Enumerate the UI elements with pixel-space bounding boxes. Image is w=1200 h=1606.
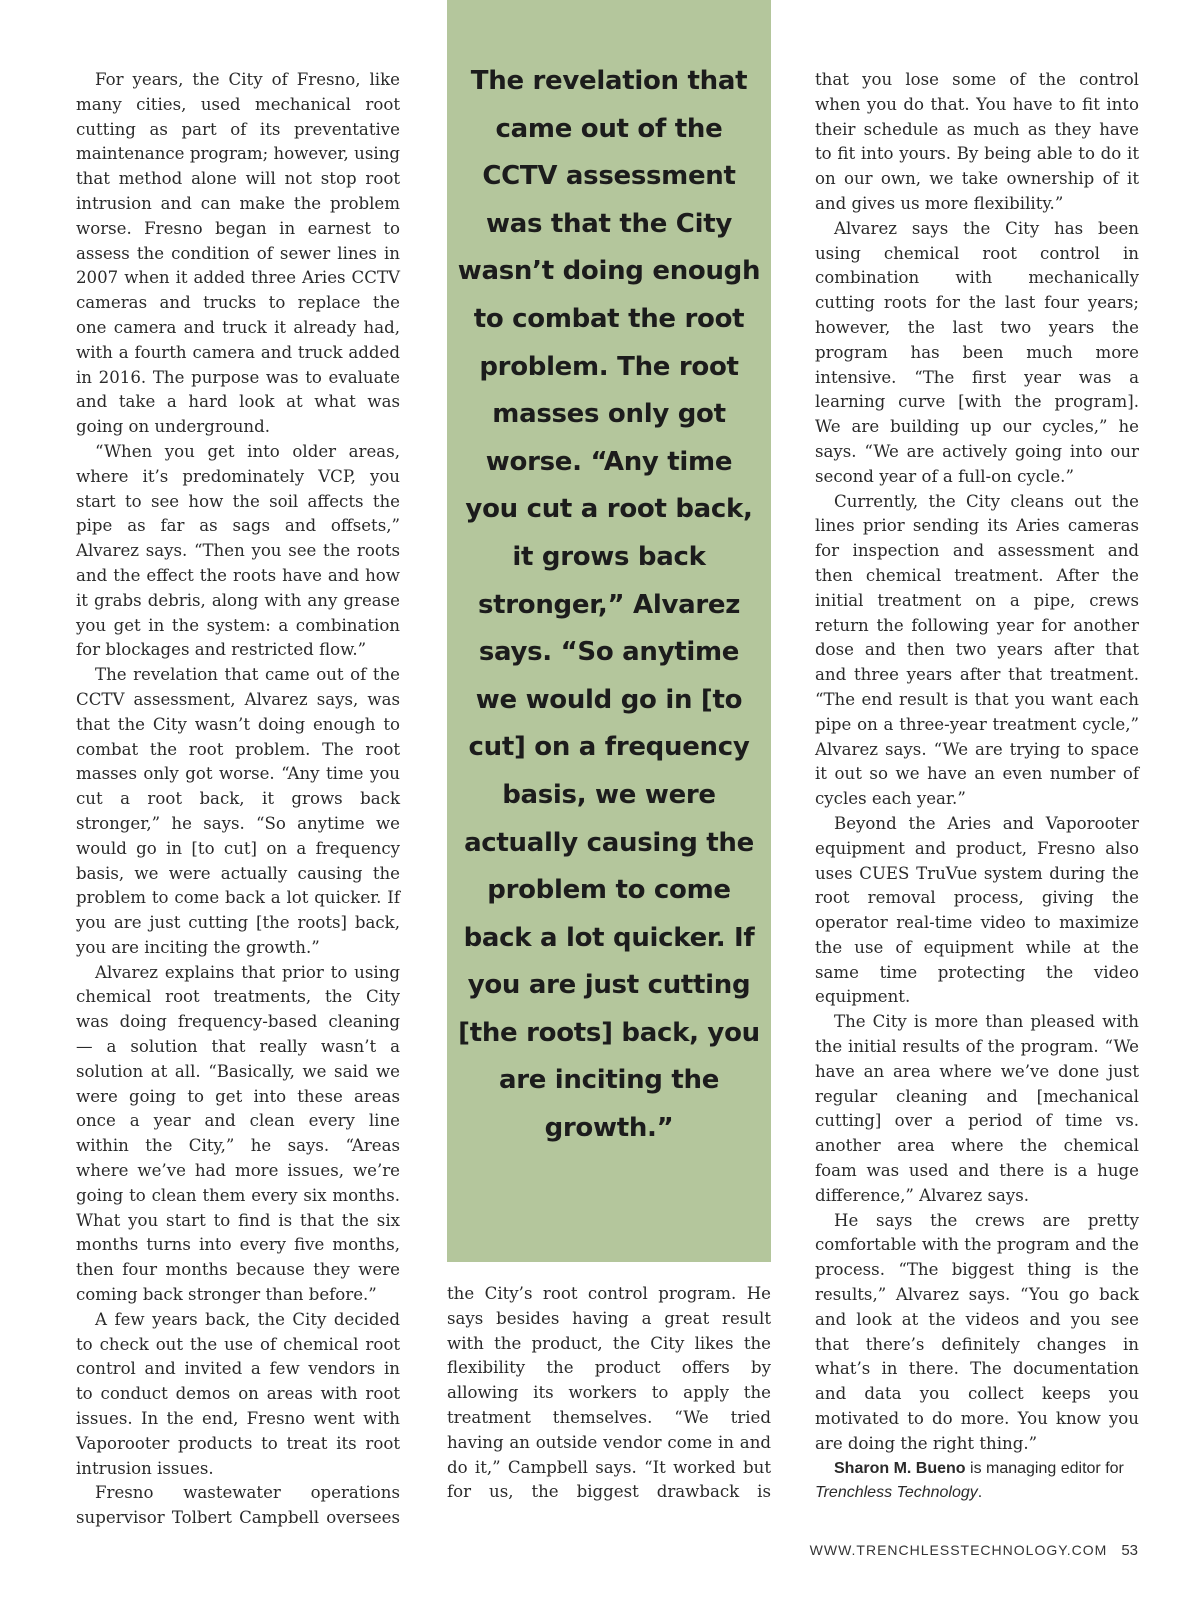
page-number: 53 xyxy=(1121,1542,1138,1559)
paragraph: Beyond the Aries and Vaporooter equipment and product, Fresno also uses CUES TruVue system during the root removal process, giving the operator real-time video to maximize the use of equipment while at the same time protecting the video equipment. xyxy=(815,813,1139,1007)
pull-quote-box xyxy=(447,0,771,1262)
paragraph: Currently, the City cleans out the lines prior sending its Aries cameras for inspection and assessment and then chemical treatment. After the initial treatment on a pipe, crews return the following year for another dose and then two years after that and three years after that treatment. “The end result is that you want each pipe on a three-year treatment cycle,” Alvarez says. “We are trying to space it out so we have an even number of cycles each year.” xyxy=(815,491,1139,809)
middle-column xyxy=(447,1282,771,1505)
byline-role: is managing editor for xyxy=(965,1459,1124,1477)
paragraph: A few years back, the City decided to check out the use of chemical root control and invited a few vendors in to conduct demos on areas with root issues. In the end, Fresno went with Vaporooter products to treat its root intrusion issues. xyxy=(76,1309,400,1478)
right-column xyxy=(815,68,1139,1505)
paragraph: He says the crews are pretty comfortable with the program and the process. “The biggest thing is the results,” Alvarez says. “You go back and look at the videos and you see that there’s definitely changes in what’s in there. The documentation and data you collect keeps you motivated to do more. You know you are doing the right thing.” xyxy=(815,1210,1139,1453)
paragraph: The revelation that came out of the CCTV assessment, Alvarez says, was that the City wasn’t doing enough to combat the root problem. The root masses only got worse. “Any time you cut a root back, it grows back stronger,” he says. “So anytime we would go in [to cut] on a frequency basis, we were actually causing the problem to come back a lot quicker. If you are just cutting [the roots] back, you are inciting the growth.” xyxy=(76,665,400,957)
paragraph: The City is more than pleased with the initial results of the program. “We have an area where we’ve done just regular cleaning and [mechanical cutting] over a period of time vs. another area where the chemical foam was used and there is a huge difference,” Alvarez says. xyxy=(815,1012,1139,1205)
author-byline xyxy=(815,1457,1139,1505)
paragraph: “When you get into older areas, where it’s predominately VCP, you start to see how the soil affects the pipe as far as sags and offsets,” Alvarez says. “Then you see the roots and the effect the roots have and how it grabs debris, along with any grease you get in the system: a combination for blockages and restricted flow.” xyxy=(76,441,400,660)
paragraph: Alvarez says the City has been using chemical root control in combination with mechanically cutting roots for the last four years; however, the last two years the program has been much more intensive. “The first year was a learning curve [with the program]. We are building up our cycles,” he says. “We are actively going into our second year of a full-on cycle.” xyxy=(815,218,1139,486)
paragraph: For years, the City of Fresno, like many cities, used mechanical root cutting as part of its preventative maintenance program; however, using that method alone will not stop root intrusion and can make the problem worse. Fresno began in earnest to assess the condition of sewer lines in 2007 when it added three Aries CCTV cameras and trucks to replace the one camera and truck it already had, with a fourth camera and truck added in 2016. The purpose was to evaluate and take a hard look at what was going on underground. xyxy=(76,70,400,437)
left-column xyxy=(76,68,400,1531)
paragraph: Fresno wastewater operations supervisor Tolbert Campbell oversees xyxy=(76,1483,400,1528)
author-name: Sharon M. Bueno xyxy=(834,1459,966,1477)
pull-quote-text: The revelation that came out of the CCTV assessment was that the City wasn’t doing enough to combat the root problem. The root masses only got worse. “Any time you cut a root back, it grows back stronger,” Alvarez says. “So anytime we would go in [to cut] on a frequency basis, we were actually causing the problem to come back a lot quicker. If you are just cutting [the roots] back, you are inciting the growth.” xyxy=(457,66,761,1144)
byline-end: . xyxy=(977,1483,983,1501)
page-footer xyxy=(810,1542,1138,1559)
paragraph: that you lose some of the control when you do that. You have to fit into their schedule as much as they have to fit into yours. By being able to do it on our own, we take ownership of it and gives us more flexibility.” xyxy=(815,70,1139,213)
paragraph: Alvarez explains that prior to using chemical root treatments, the City was doing frequency-based cleaning — a solution that really wasn’t a solution at all. “Basically, we said we were going to get into these areas once a year and clean every line within the City,” he says. “Areas where we’ve had more issues, we’re going to clean them every six months. What you start to find is that the six months turns into every five months, then four months because they were coming back stronger than before.” xyxy=(76,962,400,1305)
paragraph: the City’s root control program. He says besides having a great result with the product, the City likes the flexibility the product offers by allowing its workers to apply the treatment themselves. “We tried having an outside vendor come in and do it,” Campbell says. “It worked but for us, the biggest drawback is xyxy=(447,1284,771,1502)
footer-website: WWW.TRENCHLESSTECHNOLOGY.COM xyxy=(809,1542,1108,1558)
publication-name: Trenchless Technology xyxy=(815,1483,978,1501)
